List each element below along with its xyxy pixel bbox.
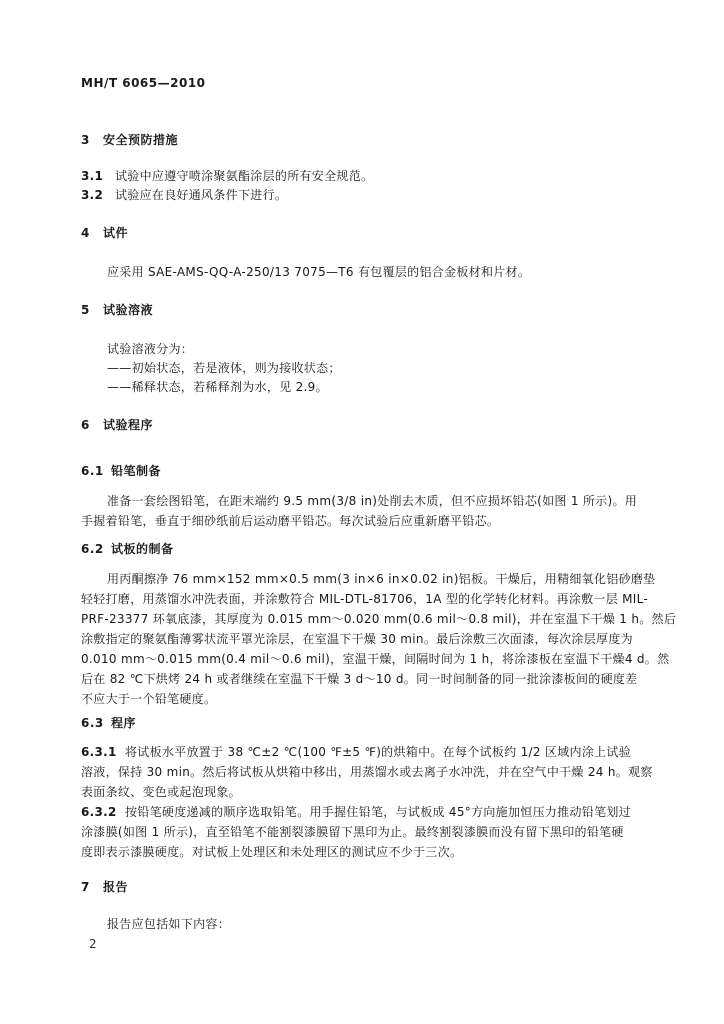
section-title: 试验溶液 bbox=[103, 303, 154, 317]
section-title: 试板的制备 bbox=[111, 542, 174, 556]
paragraph-line: 手握着铅笔，垂直于细砂纸前后运动磨平铅芯。每次试验后应重新磨平铅芯。 bbox=[81, 514, 500, 528]
section-number: 3 bbox=[81, 133, 90, 147]
clause-3-2 bbox=[81, 186, 643, 203]
section-number: 6.3 bbox=[81, 716, 104, 730]
section-number: 6.1 bbox=[81, 464, 104, 478]
clause-number: 3.2 bbox=[81, 188, 104, 202]
section-number: 4 bbox=[81, 226, 90, 240]
section-6-2-heading bbox=[81, 540, 174, 557]
section-title: 试验程序 bbox=[103, 418, 154, 432]
section-title: 试件 bbox=[103, 226, 129, 240]
clause-number: 6.3.1 bbox=[81, 745, 117, 759]
paragraph-line: 涂敷指定的聚氨酯薄雾状流平罩光涂层，在室温下干燥 30 min。最后涂敷三次面漆，每次涂层厚度为 bbox=[81, 632, 633, 646]
section-4-text: 应采用 SAE-AMS-QQ-A-250/13 7075—T6 有包覆层的铝合金板材和片材。 bbox=[107, 265, 531, 279]
paragraph-line: 后在 82 ℃下烘烤 24 h 或者继续在室温下干燥 3 d～10 d。同一时间制备的同一批涂漆板间的硬度差 bbox=[81, 672, 638, 686]
clause-number: 6.3.2 bbox=[81, 805, 117, 819]
section-number: 7 bbox=[81, 880, 90, 894]
section-5-heading bbox=[81, 301, 153, 318]
document-code: MH/T 6065—2010 bbox=[81, 76, 206, 90]
clause-6-3-2 bbox=[81, 803, 643, 820]
section-7-heading bbox=[81, 878, 128, 895]
section-6-heading bbox=[81, 416, 153, 433]
section-6-3-heading bbox=[81, 714, 136, 731]
list-item: ——初始状态，若是液体，则为接收状态； bbox=[107, 361, 341, 375]
clause-text: 试验应在良好通风条件下进行。 bbox=[115, 188, 288, 202]
section-4-heading bbox=[81, 224, 128, 241]
paragraph-line: 涂漆膜(如图 1 所示)，直至铅笔不能割裂漆膜留下黑印为止。最终割裂漆膜而没有留下黑印的铅笔硬 bbox=[81, 825, 624, 839]
paragraph-line: 表面条纹、变色或起泡现象。 bbox=[81, 785, 241, 799]
clause-number: 3.1 bbox=[81, 169, 104, 183]
clause-text: 试验中应遵守喷涂聚氨酯涂层的所有安全规范。 bbox=[115, 169, 374, 183]
paragraph-line: 轻轻打磨，用蒸馏水冲洗表面，并涂敷符合 MIL-DTL-81706，1A 型的化学转化材料。再涂敷一层 MIL- bbox=[81, 592, 649, 606]
paragraph-line: 溶液，保持 30 min。然后将试板从烘箱中移出，用蒸馏水或去离子水冲洗，并在空气中干燥 24 h。观察 bbox=[81, 765, 653, 779]
paragraph-line: 试验溶液分为： bbox=[107, 342, 194, 356]
section-number: 6.2 bbox=[81, 542, 104, 556]
paragraph-line: 用丙酮擦净 76 mm×152 mm×0.5 mm(3 in×6 in×0.02 in)铝板。干燥后，用精细氧化铝砂磨垫 bbox=[107, 572, 656, 586]
section-6-1-heading bbox=[81, 462, 161, 479]
page-number: 2 bbox=[89, 937, 97, 951]
list-item: ——稀释状态，若稀释剂为水，见 2.9。 bbox=[107, 380, 328, 394]
clause-text: 按铅笔硬度递减的顺序选取铅笔。用手握住铅笔，与试板成 45°方向施加恒压力推动铅笔划过 bbox=[125, 805, 631, 819]
paragraph-line: PRF-23377 环氧底漆，其厚度为 0.015 mm～0.020 mm(0.6 mil～0.8 mil)，并在室温下干燥 1 h。然后 bbox=[81, 612, 677, 626]
paragraph-line: 0.010 mm～0.015 mm(0.4 mil～0.6 mil)，室温干燥，间隔时间为 1 h，将涂漆板在室温下干燥4 d。然 bbox=[81, 652, 670, 666]
section-title: 报告 bbox=[103, 880, 129, 894]
section-title: 铅笔制备 bbox=[111, 464, 162, 478]
section-7-text: 报告应包括如下内容： bbox=[107, 917, 231, 931]
paragraph-line: 度即表示漆膜硬度。对试板上处理区和未处理区的测试应不少于三次。 bbox=[81, 845, 463, 859]
clause-3-1 bbox=[81, 167, 643, 184]
section-number: 5 bbox=[81, 303, 90, 317]
clause-6-3-1 bbox=[81, 743, 643, 760]
section-title: 安全预防措施 bbox=[103, 133, 179, 147]
clause-text: 将试板水平放置于 38 ℃±2 ℃(100 ℉±5 ℉)的烘箱中。在每个试板约 1/2 区域内涂上试验 bbox=[125, 745, 632, 759]
section-title: 程序 bbox=[111, 716, 137, 730]
paragraph-line: 不应大于一个铅笔硬度。 bbox=[81, 692, 217, 706]
section-number: 6 bbox=[81, 418, 90, 432]
section-3-heading bbox=[81, 131, 178, 148]
paragraph-line: 准备一套绘图铅笔，在距末端约 9.5 mm(3/8 in)处削去木质，但不应损坏铅芯(如图 1 所示)。用 bbox=[107, 494, 638, 508]
